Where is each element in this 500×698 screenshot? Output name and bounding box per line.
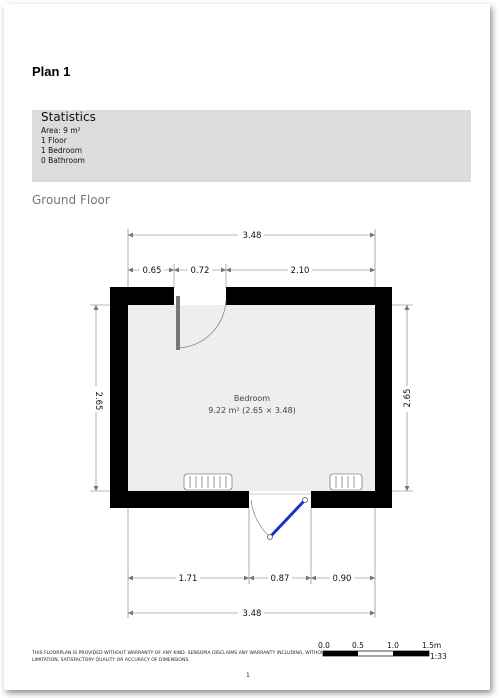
scale-tick-2: 1.0: [387, 641, 399, 650]
stat-bedrooms: 1 Bedroom: [41, 146, 83, 155]
scale-bar: [323, 651, 429, 656]
scale-tick-1: 0.5: [352, 641, 364, 650]
statistics-heading: Statistics: [41, 110, 96, 124]
dim-top-right: 2.10: [290, 266, 310, 276]
dim-bottom-left: 1.71: [178, 574, 198, 584]
dim-top-left: 0.65: [142, 266, 162, 276]
stat-bathrooms: 0 Bathroom: [41, 156, 85, 165]
wall-left: [110, 287, 128, 508]
radiator-left: [184, 474, 232, 490]
disclaimer-text: THIS FLOORPLAN IS PROVIDED WITHOUT WARRANTY OF ANY KIND. SENSOPIA DISCLAIMS ANY WARRANTY INCLUDING, WITHOUT LIMITATION, SATISFACTORY QUALITY OR ACCURACY OF DIMENSIONS.: [32, 651, 328, 663]
scale-tick-0: 0.0: [318, 641, 330, 650]
floor-title: Ground Floor: [32, 193, 110, 207]
door-hinge-2: [303, 498, 308, 503]
stat-area: Area: 9 m²: [41, 126, 81, 135]
wall-top-right: [226, 287, 392, 305]
room-name: Bedroom: [233, 394, 271, 403]
wall-bottom-left: [110, 491, 249, 508]
dim-right-side: 2.65: [403, 388, 413, 408]
door-leaf-bottom: [270, 500, 305, 537]
dim-bottom-right: 0.90: [332, 574, 352, 584]
radiator-right: [330, 474, 362, 490]
dim-top-total: 3.48: [242, 231, 262, 241]
dim-bottom-door: 0.87: [270, 574, 290, 584]
dim-left-side: 2.65: [93, 391, 103, 411]
bottom-door: [249, 494, 311, 540]
door-leaf: [176, 296, 180, 350]
room-area: 9.22 m² (2.65 × 3.48): [208, 406, 296, 415]
wall-bottom-right: [311, 491, 392, 508]
plan-title: Plan 1: [32, 64, 71, 79]
dim-top-door: 0.72: [190, 266, 210, 276]
door-swing-arc-bottom: [251, 500, 270, 537]
dim-bottom-total: 3.48: [242, 609, 262, 619]
page-number: 1: [246, 672, 250, 679]
door-hinge: [268, 535, 273, 540]
scale-ratio: 1:33: [430, 652, 447, 661]
wall-right: [375, 287, 392, 508]
scale-tick-3: 1.5m: [422, 641, 442, 650]
stat-floors: 1 Floor: [41, 136, 67, 145]
